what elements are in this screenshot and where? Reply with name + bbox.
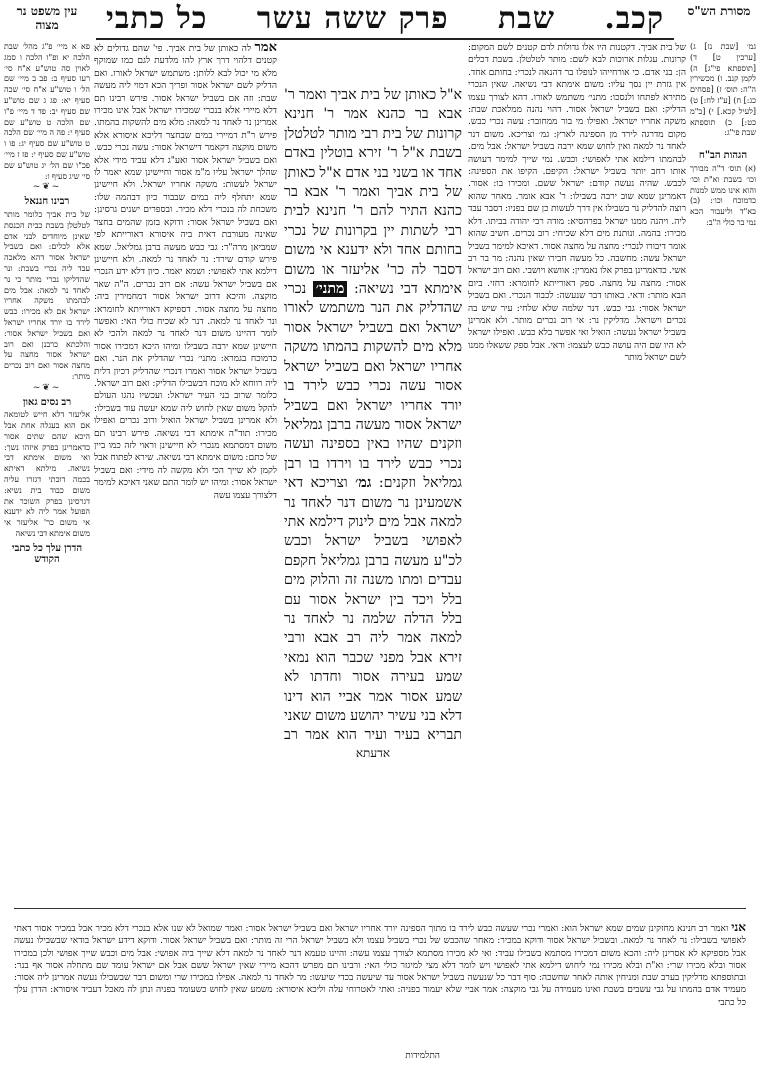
footer-signature: התלמידות bbox=[405, 1051, 440, 1061]
chapter-name: כל כתבי bbox=[106, 0, 208, 36]
end-word: אדעתא bbox=[355, 746, 391, 760]
bottom-paragraph bbox=[14, 921, 746, 1009]
hagahot-habach-title: הגהות הב"ח bbox=[698, 150, 748, 162]
mishna-label: מתני׳ bbox=[313, 281, 348, 297]
hagahot-habach-text: (א) תוס׳ ד"ה מבורך וכו׳ בשבת וא"ת וכו׳ והוא אינו ממש למנות כדמוכח וכו׳: (ב) בא"ד וליעבור הכא נמי בר כולי ה"ב: bbox=[690, 163, 756, 227]
mishna-text: נכרי שהדליק את הנר משתמש לאורו ישראל ואם בשביל ישראל אסור מלא מים להשקות בהמתו משקה אחריו ישראל ואם בשביל ישראל אסור עשה נכרי כבש לירד בו יורד אחריו ישראל ואם בשביל ישראל אסור מעשה ברבן גמליאל וזקנים שהיו באין בספינה ועשה נכרי כבש לירד בו וירדו בו רבן גמליאל וזקנים: bbox=[284, 281, 462, 492]
folio-number: קכב. bbox=[604, 0, 664, 36]
masoret-hashas-text: גמ׳ [שבת נז] ג) [ערכין ט] ד) [תוספתא פי"ג] ה) לקמן קנב. ו) מכשירין ה"ה: תוס׳ ז) [פסחים כג:] ח) [ע"ז לח:] ט) [לעיל קכא.] י) [ב"מ כט:] כ) תוספתא שבת פי"ג: bbox=[690, 42, 756, 138]
tosafot-opening-word: אמר bbox=[254, 42, 277, 55]
divider-ornament: ~❦~ bbox=[32, 182, 62, 193]
hadran-closing: הדרן עלך כל כתבי הקודש bbox=[11, 542, 83, 565]
masoret-hashas-label: מסורת הש"ס bbox=[687, 4, 751, 18]
running-title bbox=[96, 2, 674, 34]
ein-mishpat-label: עין משפט נר מצוה bbox=[16, 4, 78, 32]
tractate-name: שבת bbox=[497, 0, 555, 36]
divider-ornament-2: ~❦~ bbox=[32, 382, 62, 393]
left-margin-column bbox=[4, 42, 90, 904]
bottom-commentary bbox=[14, 912, 746, 1052]
tosafot-commentary bbox=[94, 42, 277, 904]
bottom-text: ואמר רב חנינא מחזקינן שמים שמא ישראל הוא: ואמרי נכרי שעשה כבש לירד בו מתוך הספינה יורד אחריו ישראל ואם בשביל ישראל אסור: ואמר שמואל לא שנו אלא בנכרי דלא מכיר אבל במכיר אסור דאתי לאפושי בשבילו: נר לאחד נר למאה. ובשביל ישראל אסור ודוקא במכיר: מאחר שהכבש של נכרי בשביל עצמו ולא בשביל ישראל הרי זה מותר: ואם בשביל ישראל אסור. ודוקא דידע ישראל בודאי שבשבילו נעשה אבל מספיקא לא אסרינן ליה: והכא משום דמכירו מסתמא בשבילו עביד: ואי לא מכירו מסתמא לצורך עצמו עשה: והיינו טעמא דנר לאחד נר למאה דלא שייך ביה אפושי: אבל מים וכבש שייך אפושי ולכן במכירו אסור ובלא מכירו שרי: וא"ת ובלא מכירו נמי ליחוש דילמא אתי לאפושי ויש לומר דלא מצי למיגזר כולי האי: ורבינו תם מפרש דהכא מיירי שאין ישראל ששם אבל אם ישראל עומד שם מתחלה אסור אף בנר: ובתוספתא מדליקין בערב שבת ומניחין אותה לאחר שחשכה: סוף דבר כל שנעשה בשביל ישראל אסור עד שיעשה בכדי שיעשו: מר לאחד נר למאה. אפילו במכירו שרי ומשום דבר שבשבילו נעשה אמרינן ליה אסור: מעמיד אדם בהמתו על גבי עשבים בשבת ואינו מעמידה על גבי מוקצה: אמר אביי שלא יעמוד בפניה: ואתי לאטרוחי עלה וליכא איסורא: משמע שאין לחוש כשעומד בפניה ונתן לה מאכל דעביד איסורא: הדרן עלך כל כתבי bbox=[14, 924, 746, 1008]
center-end-word bbox=[284, 746, 462, 776]
gemara-intro: א"ל כאותן של בית אביך ואמר ר' אבא בר כהנא אמר ר' חנינא קרונות של בית רבי מותר לטלטלן בשבת א"ל ר' זירא בוטלין באדם אחד או בשני בני אדם א"ל כאותן של בית אביך ואמר ר' אבא בר כהנא התיר להם ר' חנינא לבית רבי לשתות יין בקרונות של נכרי בחותם אחד ולא ידענא אי משום דסבר לה כר' אליעזר או משום אימתא דבי נשיאה: bbox=[284, 87, 462, 298]
masoret-hashas-column bbox=[690, 42, 756, 902]
spacer bbox=[690, 139, 756, 147]
masoret-hashas-title bbox=[684, 4, 754, 18]
ein-mishpat-title bbox=[4, 4, 90, 32]
rabbeinu-chananel-text: של בית אביך כלומר מותר לטלטלן בשבת כבית הכנסת שאינן מיוחדים לבני אדם אלא לכלים: ואם בשביל ישראל אסור דהא מלאכה עבד ליה נכרי בשבת: ונר שהדליקו נכרי מותר כי נר לאחד נר למאה: אבל מים לבהמתו משקה אחריו ישראל אם לא מכירו: כבש לירד בו יורד אחריו ישראל ואם בשביל ישראל אסור: והלכתא כרבנן ואם רוב ישראל אסור מחצה על מחצה אסור ואם רוב נכרים מותר: bbox=[4, 209, 90, 381]
page-header bbox=[0, 0, 760, 46]
bottom-rule bbox=[14, 908, 746, 909]
tosafot-paragraph bbox=[94, 42, 277, 502]
chapter-number: פרק ששה עשר bbox=[256, 0, 449, 36]
tosafot-text: לה כאותן של בית אביך. פי' שהם גדולים לא קטנים דלהוי דרך ארץ להו מלדעת לגם כמו שמוקף מלא מי יכול לבא ללותן: משתמש ישראל לאורו. ואם הדליק לשם ישראל אסור ופריך הכא דמוי ליה מעשה שבת: וזה אם בשביל ישראל אסור. פירש רבינו תם דלא מיירי אלא בנכרי שמכירו ישראל אבל אינו מכירו אמרינן נר לאחד נר למאה: מלא מים להשקות בהמתו. פירש ר"ת דמיירי במים שבחצר דליכא איסורא אלא משום מוקצה דקאמר דישראל אסור: עשה נכרי כבש. ואם בשביל ישראל אסור ואע"ג דלא עביד מידי אלא שהלך ישראל עליו מ"מ אסור וחיישינן שמא יאמר לו ישראל לעשות: משקה אחריו ישראל. ולא חיישינן שמא יתחלף ליה במים שבבור כיון דבהמה שלו: משכחת לה בנכרי דלא מכיר. ובספרים ישנים גרסינן: ואם בשביל ישראל אסור: ודוקא בזמן שהמים בחצר שאינה מעורבת דאית ביה איסורא דאורייתא לפי שמביאן מרה"ר: גבי כבש מעשה ברבן גמליאל. שמא פירש קודם שירד: נר לאחד נר למאה. ולא חיישינן דילמא אתי לאפושי: ושמא יאמר. כיון דלא ידע הנכרי אם בשביל ישראל עשה: אם רוב נכרים. ה"ה שאר מוקצה. והיכא דרוב ישראל אסור דמחמירין ביה: מחצה על מחצה אסור. דספיקא דאורייתא לחומרא: ונר לאחד נר למאה. דנר לא שכיח כולי האי: ואפשר לומר דהיינו משום דנר לאחד נר למאה ולהכי לא חיישינן שמא ירבה בשבילו ומיהו היכא דמכירו אסור כדמוכח בגמרא: מתני׳ נכרי שהדליק את הנר. ואם בשביל ישראל אסור ואמרו דנכרי שהדליק דכיון דלית ליה רווחא לא מוכח דבשבילו הדליק: ואם רוב ישראל. כלומר שרוב בני העיר ישראל: ועכשיו נהגו העולם להקל משום שאין לחוש ליה שמא יעשה עוד בשבילו: ולא אמרינן בשביל ישראל הואיל ורוב נכרים ואפילו מכירו: תוד"ה אימתא דבי נשיאה. פירש רבינו תם משום דמסתמא מנכרי לא חיישינן וראוי לזה כמו ביין של כתם: משום אימתא דבי נשיאה. שירא לפתוח אבל לקמן לא שייך הכי ולא מקשה לה מידי: ואם בשביל ישראל אסור: ומיהו יש לומר התם שאני דאיכא למימר דלצורך עצמו עשה bbox=[94, 44, 277, 501]
header-rule bbox=[96, 38, 674, 40]
bottom-opening-word: אני bbox=[731, 920, 746, 934]
rav-nissim-gaon-title: רב נסים גאון bbox=[22, 396, 72, 408]
rabbeinu-chananel-title: רבינו חננאל bbox=[24, 196, 70, 208]
gemara-main-text bbox=[284, 86, 462, 746]
gemara-label: גמ׳ bbox=[355, 475, 372, 492]
gemara-text: וצריכא דאי אשמעינן נר משום דנר לאחד נר למאה אבל מים לינוק דילמא אתי לאפושי בשביל ישראל וכבש לכ"ע מעשה ברבן גמליאל חקפם עבדים ומתו משנה זה והלוק מים בלל ויכד בין ישראל אסור עם בלל הדלה שלמה נר לאחד נר למאה אמר ליה רב אבא ורבי זירא אבל מפני שכבר הוא נמאי שמע בעירה אסור וחדתו לא שמע אסור אמר אביי הוא דינו דלא בני עשיר יהושע משום שאני תבריא בעיר ועיר הוא אמר רב bbox=[284, 475, 462, 744]
rashi-commentary bbox=[468, 42, 686, 904]
rav-nissim-gaon-text: אליעזר דלא חייש לטומאה אם הוא בעגלה אחת אבל היכא שהם שתים אסור כדאמרינן בפרק איזהו נשך: ואי משום אימתא דבי נשיאה. מילתא דאיתא בכמה דוכתי דגזרו עליה משום כבוד בית נשיא: דגרסינן בפרק השוכר את הפועל אמר ליה לא ידענא אי משום כר' אליעזר אי משום אימתא דבי נשיאה bbox=[4, 410, 90, 539]
gemara-paragraph bbox=[284, 86, 462, 746]
ein-mishpat-text: פא א מיי׳ פ"ג מהל׳ שבת הלכה יא ופ"ו הלכה ו סמג לאוין סה טוש"ע א"ח סי׳ רעו סעיף ב: פב ב מיי׳ שם הל׳ ו טוש"ע א"ח סי׳ שכה סעיף יא: פג ג שם טוש"ע שם סעיף יב: פד ד מיי׳ פ"ו שם הלכה ט טוש"ע שם סעיף י: פה ה מיי׳ שם הלכה ט טוש"ע שם סעיף יג: פו ו טוש"ע שם סעיף י: פז ז מיי׳ פכ"ו שם הל׳ יג טוש"ע שם סי׳ שיג סעיף ו: bbox=[4, 42, 90, 181]
rashi-text: של בית אביך. דקטנות היו אלו גדולות לדם קטנים לשם המקום: קרונות. עגלות ארוכות לבא לשם: מותר לטלטלן. בשבת דכלים הן: בני אדם. כי אורחייהו לנופלו בר דהנאה לנכרי: בחותם אחד. אין גזרת יין נסך עליו: משום אימתא דבי נשיאה. שאין הנכרי מתירא לפתחו ולנסכו: מתני׳ משתמש לאורו. דהא לצורך עצמו הדליק: ואם בשביל ישראל אסור. דהוי נהנה ממלאכת שבת: משקה אחריו ישראל. ואפילו מי בור ממחובר: עשה נכרי כבש. מקום מדרגה לירד מן הספינה לארץ: גמ׳ וצריכא. משום דנר לאחד נר למאה ואין לחוש שמא ירבה בשביל ישראל: אבל מים. לבהמתו דילמא אתי לאפושי: וכבש. נמי שייך למימר דעושה אותו רחב יותר בשביל ישראל: הקיפם. הקיפו את הספינה: לכבש. שהיה נעשה קודם: ישראל ששם. ומכירו בו: אסור. דאמרינן שמא שוב ירבה בשבילו: ר' אבא אומר. מאחר שהוא רוצה להדליק נר בשבילו אין דרך לעשות כן שם בפניו: דסבר עבד ליה. ויהנה ממנו ישראל בפרהסיא: מודה רבי יהודה בביתו. דלא מכירו: בהמה. ונותנת מים דלא שכיחי: רוב נכרים. חשיב שהוא אומר דיבורו לנכרי: מחצה על מחצה אסור. דאיכא למימר בשביל ישראל עשה: מחשבה. כל מעשה חבירו שאין נהנה: מר בר רב אשי. כדאמרינן בפרק אלו נאמרין: אוושא ויושבי. ואם רוב ישראל אסור: מחצה על מחצה. ספק דאורייתא לחומרא: דחזי. ביום הבא מותר: ודאי. באותו דבר שנעשה: לכבוד הנכרי. ואם בשביל ישראל אסור: גבי כבש. דנר שלמה שלא שלחי: עיר שיש בה נכרים וישראל. מדליקין נר: אי רוב נכרים מותר. ולא אמרינן בשביל ישראל נעשה: הואיל ואי אפשר בלא כבש. ואפילו ישראל לא היו שם היה עושה כבש לעצמו: ודאי. אבל ספק ששאלו ממנו לשם ישראל מותר bbox=[468, 43, 686, 364]
